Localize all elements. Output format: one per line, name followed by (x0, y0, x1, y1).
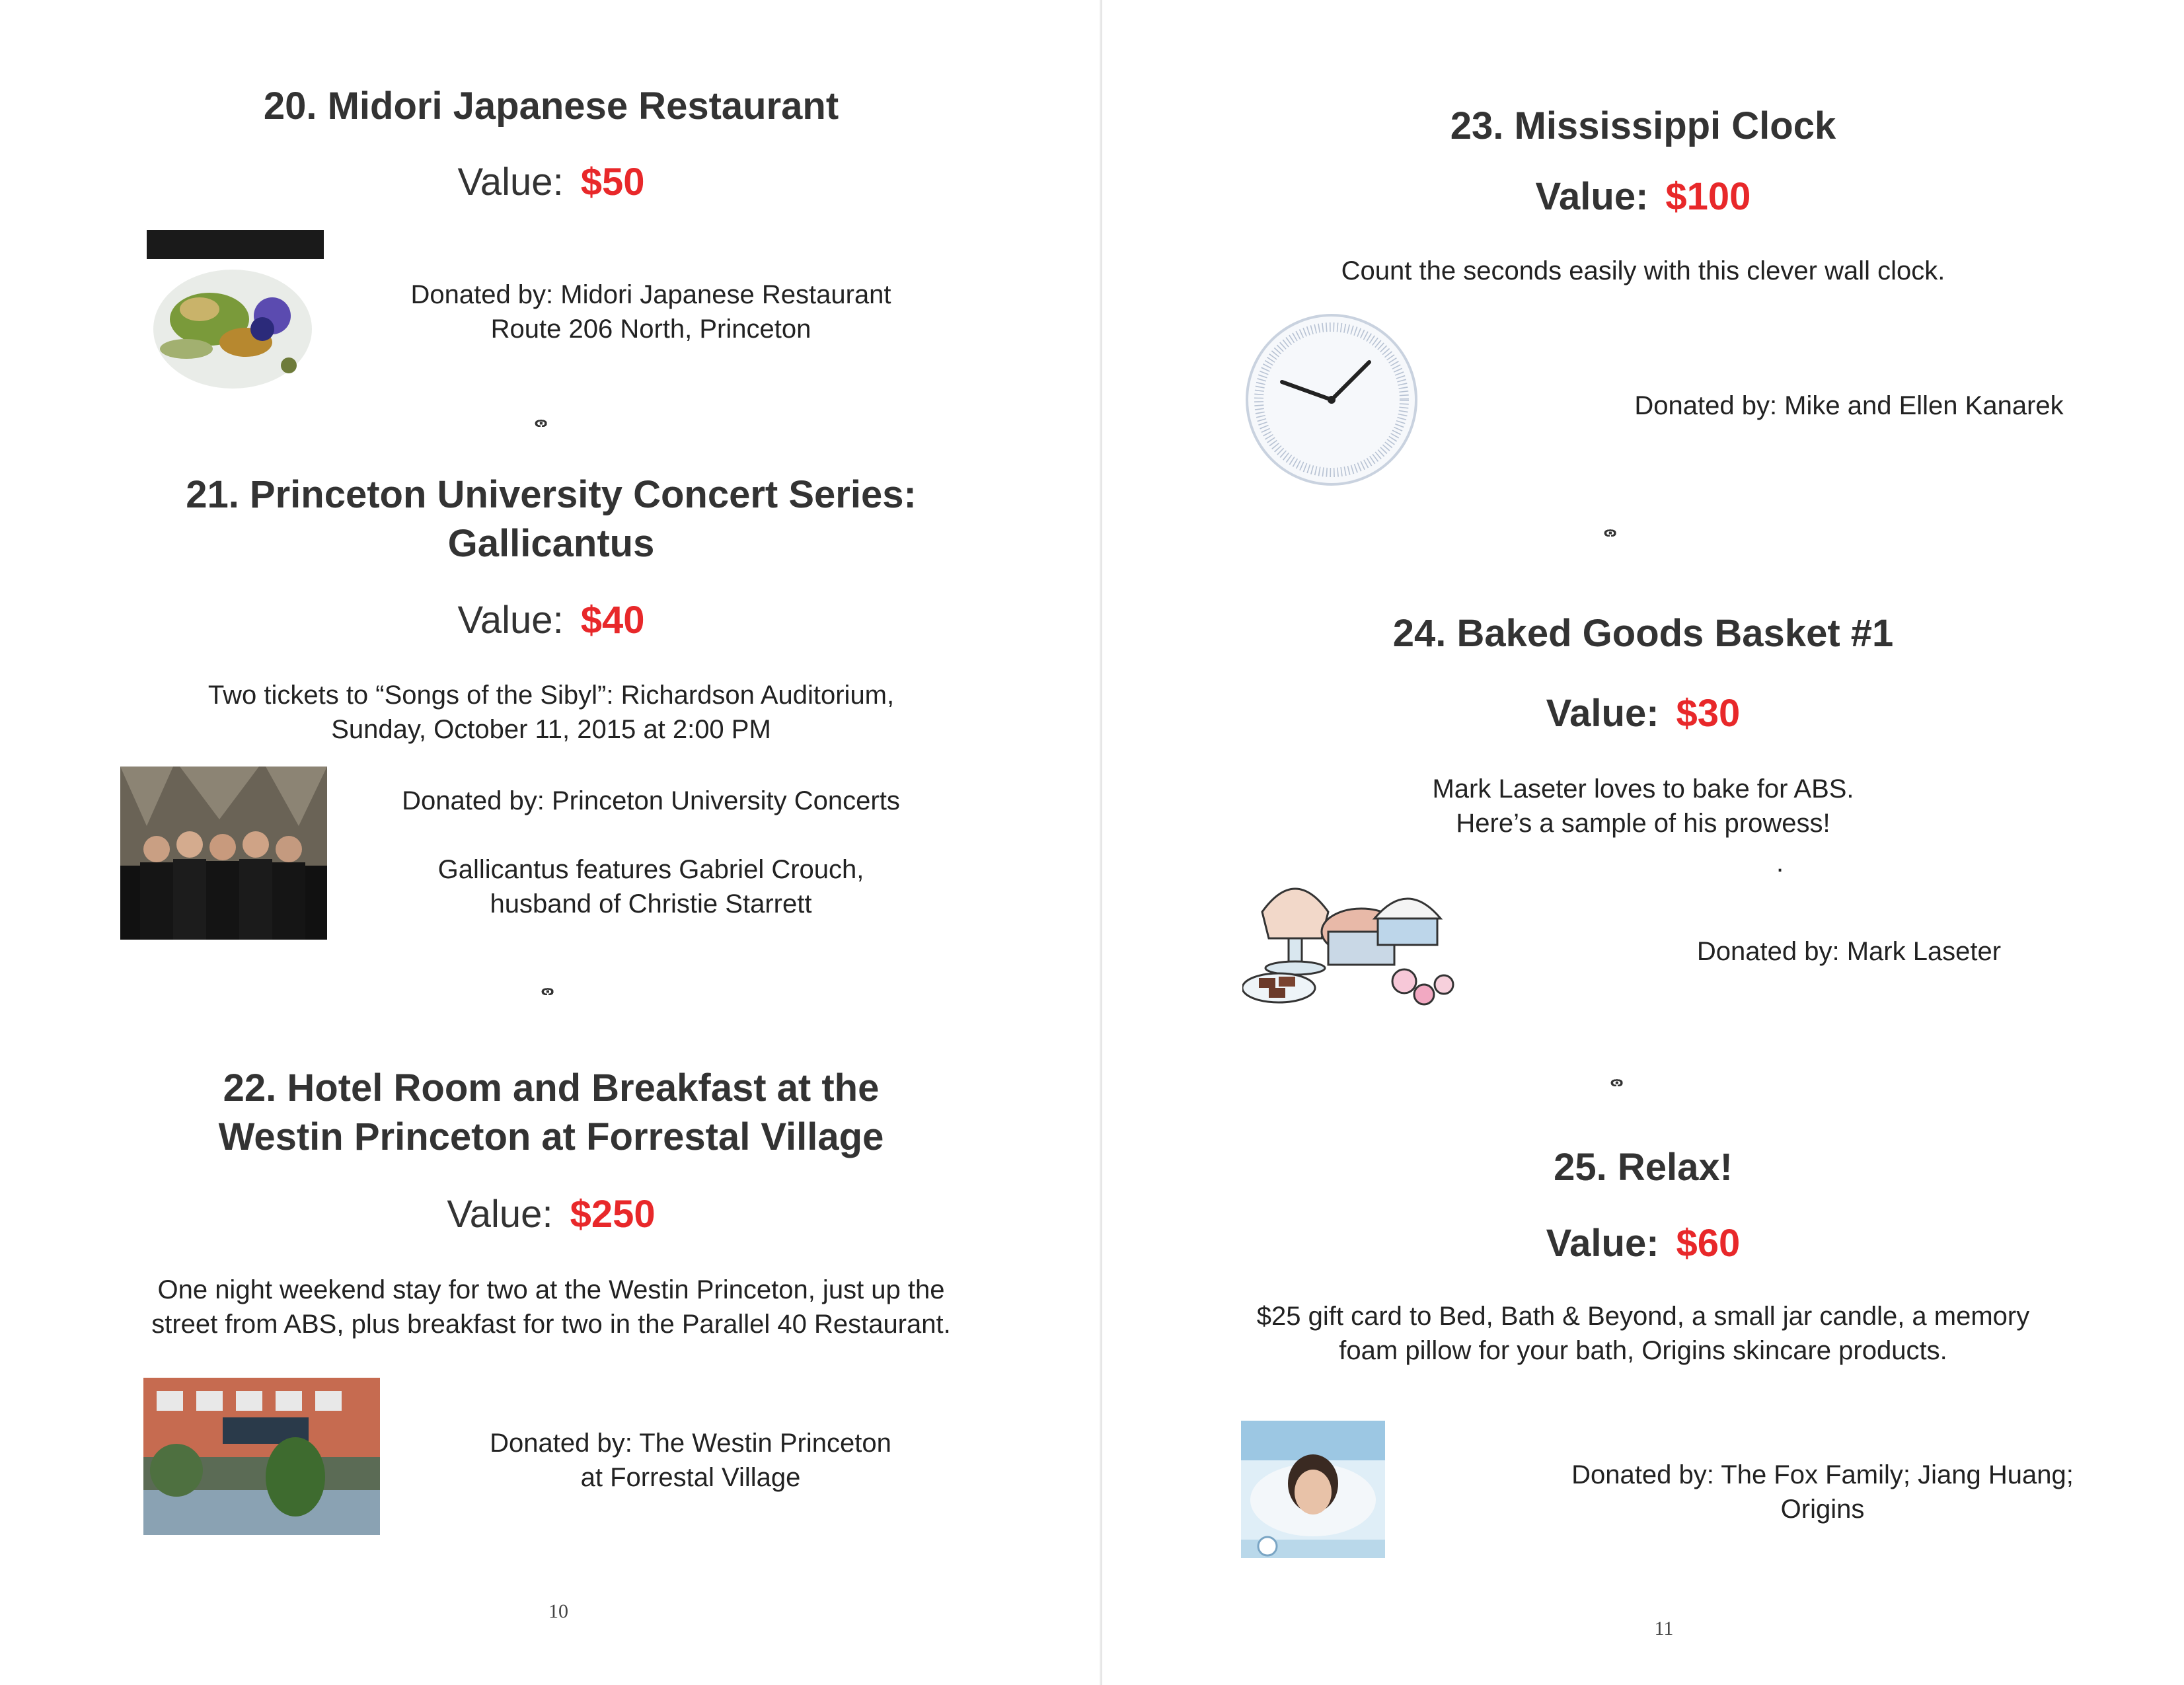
sushi-photo (147, 230, 324, 407)
item-21-description (66, 678, 1036, 747)
description-line: One night weekend stay for two at the Westin Princeton, just up the (157, 1275, 945, 1304)
donor-line: Origins (1780, 1495, 1865, 1524)
item-20-value (0, 159, 1102, 206)
item-22-donated-by (410, 1426, 971, 1495)
item-21-note (370, 852, 932, 921)
choir-photo (120, 767, 327, 940)
description-line: Mark Laseter loves to bake for ABS. (1432, 774, 1854, 804)
page-number: 11 (1654, 1618, 1674, 1639)
item-21-title (0, 470, 1102, 568)
description-line: Two tickets to “Songs of the Sibyl”: Richardson Auditorium, (207, 681, 895, 710)
item-25-price: $60 (1676, 1222, 1741, 1265)
item-21-donated-by: Donated by: Princeton University Concerts (402, 786, 900, 815)
right-page (1102, 0, 2184, 1685)
item-24-price: $30 (1676, 692, 1741, 735)
description-line: Sunday, October 11, 2015 at 2:00 PM (331, 715, 771, 744)
item-20-title: 20. Midori Japanese Restaurant (263, 85, 839, 128)
item-23-description: Count the seconds easily with this clever wall clock. (1341, 256, 1945, 285)
title-line: 22. Hotel Room and Breakfast at the (223, 1067, 880, 1109)
item-20-donated-by (370, 278, 932, 346)
value-label: Value: (1546, 692, 1659, 735)
fleuron-divider-icon (476, 420, 621, 447)
item-22-price: $250 (570, 1193, 656, 1236)
wall-clock-photo (1244, 309, 1419, 490)
value-label: Value: (1546, 1222, 1659, 1265)
value-label: Value: (457, 161, 564, 204)
item-23-title: 23. Mississippi Clock (1450, 104, 1836, 147)
item-23-value (1102, 173, 2184, 221)
donor-line: at Forrestal Village (580, 1463, 801, 1492)
value-label: Value: (1535, 175, 1649, 218)
bath-pillow-photo (1241, 1421, 1385, 1558)
fleuron-divider-icon (1545, 530, 1690, 556)
item-25-donated-by (1486, 1458, 2160, 1526)
title-line: Gallicantus (447, 522, 655, 565)
item-22-title (0, 1064, 1102, 1162)
description-line: street from ABS, plus breakfast for two in the Parallel 40 Restaurant. (151, 1310, 951, 1339)
item-21-price: $40 (580, 599, 645, 642)
value-label: Value: (447, 1193, 553, 1236)
item-25-description (1102, 1299, 2184, 1368)
item-21-value (0, 597, 1102, 644)
item-23-donated-by: Donated by: Mike and Ellen Kanarek (1634, 391, 2064, 420)
note-line: Gallicantus features Gabriel Crouch, (437, 855, 864, 884)
note-line: husband of Christie Starrett (490, 889, 812, 918)
item-24-description (1102, 772, 2184, 841)
donor-line: Donated by: The Fox Family; Jiang Huang; (1571, 1460, 2074, 1489)
description-line: Here’s a sample of his prowess! (1456, 809, 1830, 838)
page-number: 10 (548, 1600, 568, 1622)
item-20-price: $50 (580, 161, 645, 204)
baked-goods-clipart (1242, 852, 1467, 1018)
item-25-value (1102, 1220, 2184, 1267)
item-24-donated-by: Donated by: Mark Laseter (1696, 937, 2002, 966)
item-23-price: $100 (1665, 175, 1751, 218)
donor-line: Route 206 North, Princeton (490, 315, 811, 344)
item-22-value (0, 1191, 1102, 1238)
title-line: 21. Princeton University Concert Series: (186, 473, 917, 516)
item-22-description (66, 1273, 1036, 1341)
fleuron-divider-icon (1552, 1080, 1697, 1106)
description-line: foam pillow for your bath, Origins skincare products. (1339, 1336, 1947, 1365)
item-24-title: 24. Baked Goods Basket #1 (1392, 612, 1894, 655)
title-line: Westin Princeton at Forrestal Village (218, 1115, 884, 1158)
item-25-title: 25. Relax! (1554, 1146, 1733, 1189)
donor-line: Donated by: Midori Japanese Restaurant (410, 280, 891, 309)
fleuron-divider-icon (482, 989, 628, 1015)
item-24-value (1102, 690, 2184, 737)
value-label: Value: (457, 599, 564, 642)
stray-mark: . (1776, 848, 1784, 878)
description-line: $25 gift card to Bed, Bath & Beyond, a small jar candle, a memory (1256, 1302, 2030, 1331)
hotel-photo (143, 1378, 380, 1535)
donor-line: Donated by: The Westin Princeton (490, 1429, 891, 1458)
